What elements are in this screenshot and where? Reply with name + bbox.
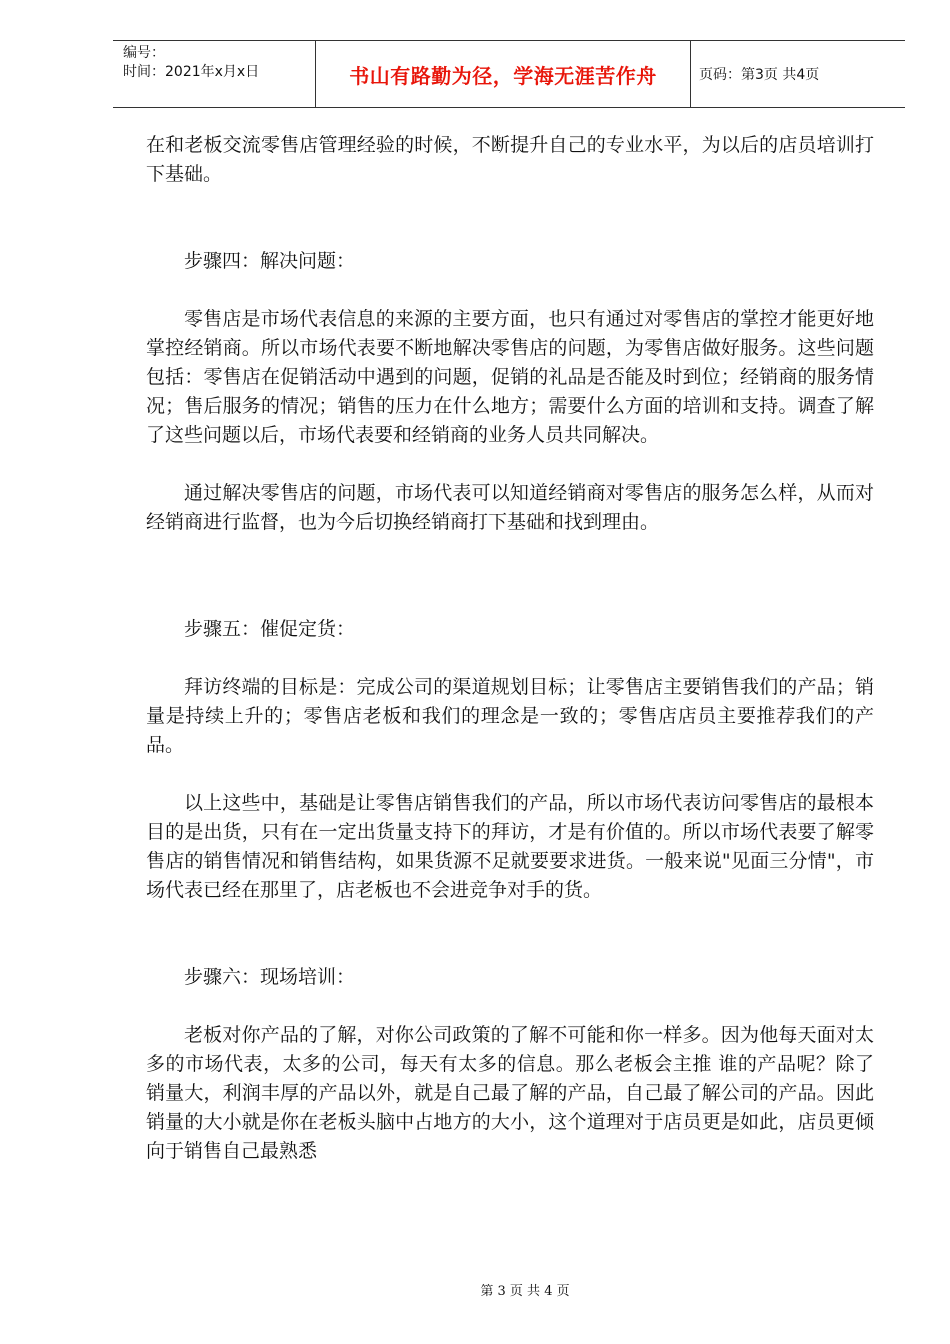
- paragraph-step-five-followup: 以上这些中，基础是让零售店销售我们的产品，所以市场代表访问零售店的最根本目的是出货，只有在一定出货量支持下的拜访，才是有价值的。所以市场代表要了解零售店的销售情况和销售结构，如果货源不足就要要求进货。一般来说"见面三分情"，市场代表已经在那里了，店老板也不会进竞争对手的货。: [146, 792, 874, 901]
- paragraph-step-six-body: 老板对你产品的了解，对你公司政策的了解不可能和你一样多。因为他每天面对太多的市场代表，太多的公司，每天有太多的信息。那么老板会主推 谁的产品呢？除了销量大，利润丰厚的产品以外，就是自己最了解的产品，自己最了解公司的产品。因此销量的大小就是你在老板头脑中占地方的大小，这个道理对于店员更是如此，店员更倾向于销售自己最熟悉: [146, 1024, 874, 1162]
- step-four-heading: 步骤四：解决问题：: [184, 250, 356, 272]
- step-six-heading: 步骤六：现场培训：: [184, 966, 356, 988]
- header-page-label: 页码：第3页 共4页: [699, 67, 820, 83]
- paragraph-step-four-followup: 通过解决零售店的问题，市场代表可以知道经销商对零售店的服务怎么样，从而对经销商进行监督，也为今后切换经销商打下基础和找到理由。: [146, 482, 874, 533]
- page-header: [113, 40, 905, 108]
- document-body: [146, 131, 874, 1166]
- paragraph-intro: 在和老板交流零售店管理经验的时候，不断提升自己的专业水平，为以后的店员培训打下基础。: [146, 134, 874, 185]
- paragraph-step-four-body: 零售店是市场代表信息的来源的主要方面，也只有通过对零售店的掌控才能更好地掌控经销商。所以市场代表要不断地解决零售店的问题，为零售店做好服务。这些问题包括：零售店在促销活动中遇到的问题，促销的礼品是否能及时到位；经销商的服务情况；售后服务的情况；销售的压力在什么地方；需要什么方面的培训和支持。调查了解了这些问题以后，市场代表要和经销商的业务人员共同解决。: [146, 308, 874, 446]
- header-meta: [113, 41, 315, 107]
- step-five-heading: 步骤五：催促定货：: [184, 618, 356, 640]
- page-footer: 第 3 页 共 4 页: [480, 1284, 570, 1299]
- paragraph-step-five-body: 拜访终端的目标是：完成公司的渠道规划目标；让零售店主要销售我们的产品；销量是持续上升的；零售店老板和我们的理念是一致的；零售店店员主要推荐我们的产品。: [146, 676, 874, 756]
- header-motto: 书山有路勤为径，学海无涯苦作舟: [315, 41, 691, 107]
- time-label: 时间：2021年x月x日: [123, 64, 260, 80]
- number-label: 编号：: [123, 45, 165, 61]
